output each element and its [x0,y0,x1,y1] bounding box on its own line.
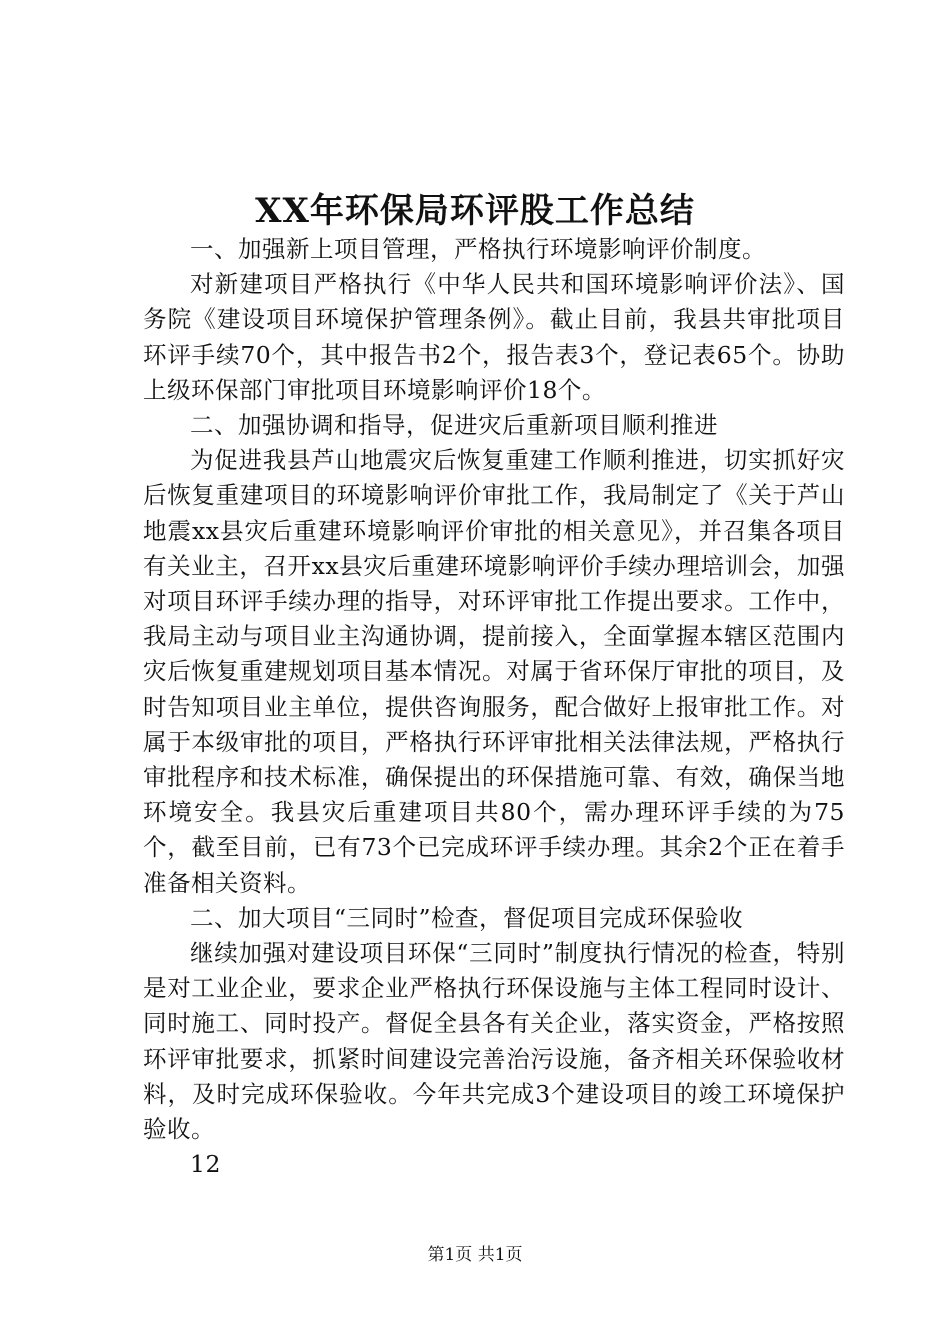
page-footer: 第1页 共1页 [427,1245,523,1265]
section-heading-1: 一、加强新上项目管理，严格执行环境影响评价制度。 [190,235,766,263]
paragraph-2: 为促进我县芦山地震灾后恢复重建工作顺利推进，切实抓好灾后恢复重建项目的环境影响评价审批工作，我局制定了《关于芦山地震xx县灾后重建环境影响评价审批的相关意见》，并召集各项目有关业主，召开xx县灾后重建环境影响评价手续办理培训会，加强对项目环评手续办理的指导，对环评审批工作提出要求。工作中，我局主动与项目业主沟通协调，提前接入，全面掌握本辖区范围内灾后恢复重建规划项目基本情况。对属于省环保厅审批的项目，及时告知项目业主单位，提供咨询服务，配合做好上报审批工作。对属于本级审批的项目，严格执行环评审批相关法律法规，严格执行审批程序和技术标准，确保提出的环保措施可靠、有效，确保当地环境安全。我县灾后重建项目共80个，需办理环评手续的为75个，截至目前，已有73个已完成环评手续办理。其余2个正在着手准备相关资料。 [143,446,845,897]
section-heading-3: 二、加大项目“三同时”检查，督促项目完成环保验收 [190,903,744,932]
document-title: XX年环保局环评股工作总结 [255,191,695,231]
paragraph-1: 对新建项目严格执行《中华人民共和国环境影响评价法》、国务院《建设项目环境保护管理条例》。截止目前，我县共审批项目环评手续70个，其中报告书2个，报告表3个，登记表65个。协助上级环保部门审批项目环境影响评价18个。 [143,270,845,404]
paragraph-3: 继续加强对建设项目环保“三同时”制度执行情况的检查，特别是对工业企业，要求企业严格执行环保设施与主体工程同时设计、同时施工、同时投产。督促全县各有关企业，落实资金，严格按照环评审批要求，抓紧时间建设完善治污设施，备齐相关环保验收材料，及时完成环保验收。今年共完成3个建设项目的竣工环境保护验收。 [143,939,845,1144]
trailing-number: 12 [190,1150,221,1179]
document-body [143,232,845,1182]
section-heading-2: 二、加强协调和指导，促进灾后重新项目顺利推进 [190,411,718,440]
